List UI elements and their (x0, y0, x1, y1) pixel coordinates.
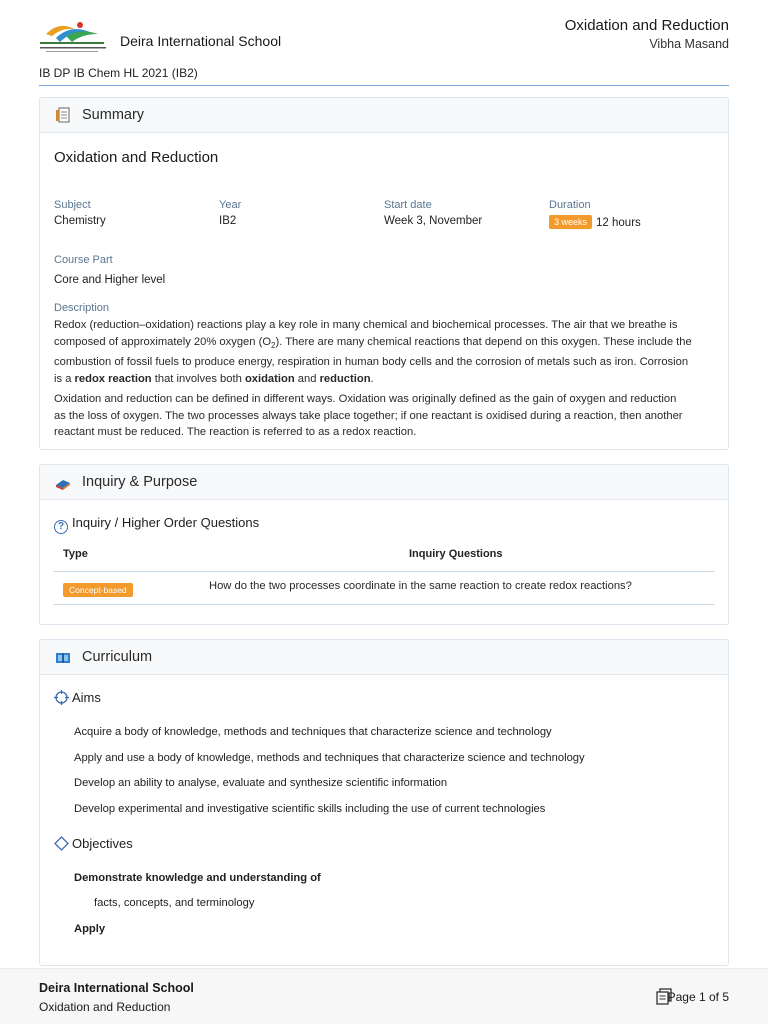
summary-doc-icon (55, 107, 71, 124)
desc-text: composed of approximately 20% oxygen (O (54, 335, 272, 348)
desc-line: combustion of fossil fuels to produce energy, respiration in human body cells and the corrosion of metals such as iron. Corrosion (54, 356, 689, 369)
duration-label: Duration (549, 199, 591, 211)
target-icon (54, 690, 69, 705)
desc-line: Redox (reduction–oxidation) reactions play a key role in many chemical and biochemical processes. The air that we breathe is (54, 319, 678, 331)
objectives-label: Objectives (72, 836, 133, 851)
desc-line (54, 371, 716, 388)
desc-line: as the loss of oxygen. The two processes always take place together; if one reactant is oxidised during a reaction, then another (54, 409, 683, 422)
list-item: Acquire a body of knowledge, methods and techniques that characterize science and technology (74, 726, 552, 738)
subject-value: Chemistry (54, 215, 106, 227)
inquiry-heading: Inquiry & Purpose (82, 474, 198, 490)
desc-bold: oxidation (244, 372, 295, 385)
objective-group: Apply (74, 923, 106, 935)
page-footer (0, 968, 768, 1024)
summary-card (39, 97, 729, 450)
summary-title: Oxidation and Reduction (54, 149, 219, 166)
description-paragraph-2 (54, 391, 716, 441)
school-name: Deira International School (120, 33, 282, 49)
desc-line (54, 334, 716, 355)
summary-header (40, 98, 728, 133)
aims-label: Aims (72, 690, 101, 705)
header-divider (39, 85, 729, 86)
desc-text: that involves both (151, 372, 245, 385)
curriculum-card (39, 639, 729, 966)
col-type: Type (63, 548, 88, 560)
book-icon (55, 474, 71, 491)
list-item: Apply and use a body of knowledge, methods and techniques that characterize science and technology (74, 752, 585, 764)
concept-based-tag: Concept-based (63, 583, 133, 597)
page-number: Page 1 of 5 (667, 990, 729, 1004)
course-name: IB DP IB Chem HL 2021 (IB2) (39, 66, 198, 80)
objectives-heading (54, 836, 133, 851)
duration-hours: 12 hours (596, 217, 641, 229)
footer-school: Deira International School (39, 981, 194, 995)
question-circle-icon: ? (54, 520, 68, 534)
page-header (0, 0, 768, 88)
footer-title: Oxidation and Reduction (39, 1000, 171, 1014)
curriculum-header (40, 640, 728, 675)
desc-line: Oxidation and reduction can be defined in different ways. Oxidation was originally defined as the gain of oxygen and reduction (54, 393, 677, 405)
subject-label: Subject (54, 199, 91, 211)
desc-subscript: 2 (271, 340, 276, 350)
year-label: Year (219, 199, 242, 211)
summary-heading: Summary (82, 107, 145, 123)
inquiry-subheading (54, 515, 259, 534)
description-paragraph-1 (54, 317, 716, 387)
school-logo (36, 16, 116, 56)
objective-group: Demonstrate knowledge and understanding of (74, 872, 321, 884)
objective-item: facts, concepts, and terminology (94, 897, 255, 909)
document-title: Oxidation and Reduction (564, 17, 729, 34)
inquiry-card (39, 464, 729, 625)
desc-bold: redox reaction (74, 372, 152, 385)
year-value: IB2 (219, 215, 237, 227)
list-item: Develop an ability to analyse, evaluate and synthesize scientific information (74, 777, 448, 789)
desc-text: and (294, 372, 320, 385)
desc-text: ). There are many chemical reactions that depend on this oxygen. These include the (275, 335, 692, 348)
curriculum-book-icon (55, 649, 71, 666)
curriculum-heading: Curriculum (82, 649, 153, 665)
inquiry-subheading-text: Inquiry / Higher Order Questions (72, 515, 260, 530)
duration-value (549, 215, 641, 229)
desc-text: . (370, 372, 374, 385)
desc-line: reactant must be reduced. The reaction is referred to as a redox reaction. (54, 426, 417, 438)
table-row (54, 572, 714, 605)
course-part-label: Course Part (54, 254, 113, 266)
duration-weeks-badge: 3 weeks (549, 215, 592, 229)
author-name: Vibha Masand (649, 37, 729, 51)
diamond-icon (54, 836, 69, 851)
start-date-label: Start date (384, 199, 432, 211)
description-label: Description (54, 302, 110, 314)
course-part-value: Core and Higher level (54, 274, 166, 286)
desc-bold: reduction (319, 372, 371, 385)
start-date-value: Week 3, November (384, 215, 483, 227)
col-inquiry-questions: Inquiry Questions (409, 548, 503, 560)
inquiry-question: How do the two processes coordinate in the same reaction to create redox reactions? (209, 580, 632, 592)
aims-heading (54, 690, 101, 705)
inquiry-table-header (54, 537, 714, 572)
desc-text: is a (54, 372, 75, 385)
list-item: Develop experimental and investigative scientific skills including the use of current technologies (74, 803, 546, 815)
inquiry-header (40, 465, 728, 500)
